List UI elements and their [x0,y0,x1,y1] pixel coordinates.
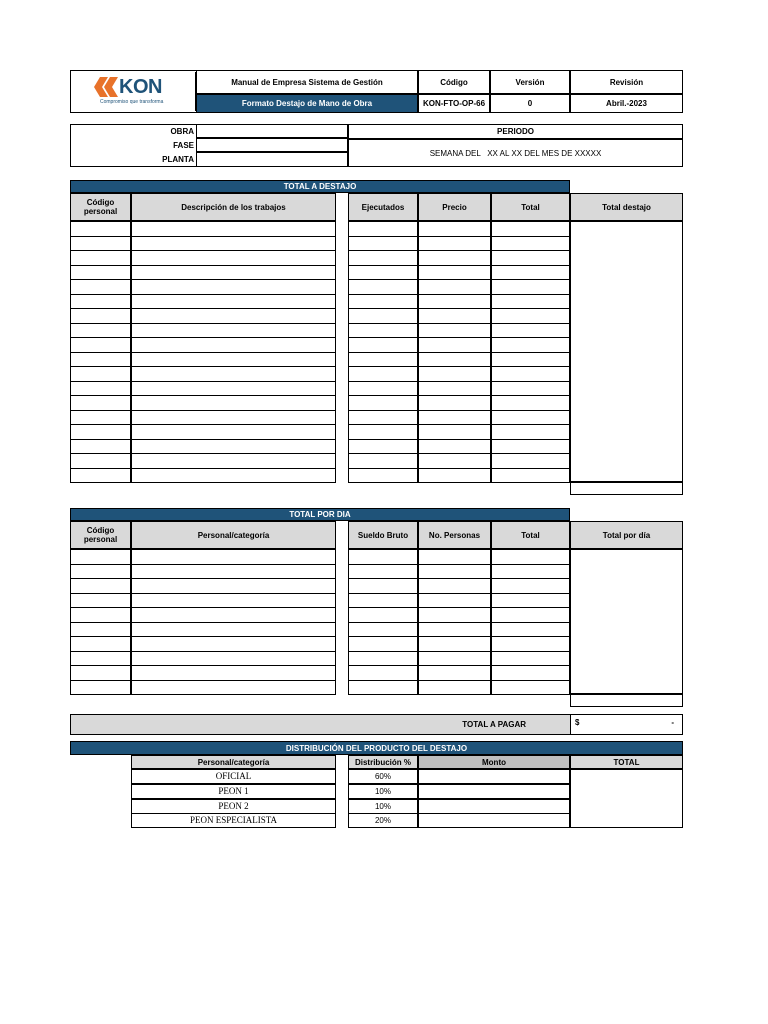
codigo-cell[interactable] [70,651,131,667]
codigo-cell[interactable] [70,424,131,440]
codigo-cell[interactable] [70,680,131,696]
periodo-value[interactable]: SEMANA DEL XX AL XX DEL MES DE XXXXX [348,139,683,167]
col-a-cell[interactable] [348,424,418,440]
logo-wordmark: KON [119,76,162,98]
codigo-cell[interactable] [70,236,131,252]
total-pagar-value-box[interactable] [570,714,683,735]
col-b-cell[interactable] [418,410,491,426]
descripcion-cell[interactable] [131,453,336,469]
revision-label: Revisión [570,70,683,94]
fase-label: FASE [173,140,194,150]
distribucion-title: DISTRIBUCIÓN DEL PRODUCTO DEL DESTAJO [70,741,683,755]
codigo-cell[interactable] [70,665,131,681]
por-dia-col-personal: Personal/categoría [131,521,336,549]
descripcion-cell[interactable] [131,424,336,440]
version-label: Versión [490,70,570,94]
col-c-cell[interactable] [491,265,570,281]
codigo-cell[interactable] [70,250,131,266]
destajo-col-precio: Precio [418,193,491,221]
col-c-cell[interactable] [491,236,570,252]
col-b-cell[interactable] [418,308,491,324]
por-dia-col-codigo: Código personal [70,521,131,549]
distribucion-porcentaje[interactable]: 60% [348,769,418,784]
col-a-cell[interactable] [348,622,418,638]
col-b-cell[interactable] [418,564,491,580]
col-b-cell[interactable] [418,381,491,397]
col-a-cell[interactable] [348,381,418,397]
col-c-cell[interactable] [491,381,570,397]
col-b-cell[interactable] [418,578,491,594]
col-c-cell[interactable] [491,439,570,455]
col-a-cell[interactable] [348,549,418,565]
codigo-cell[interactable] [70,468,131,484]
codigo-cell[interactable] [70,395,131,411]
version-value: 0 [490,94,570,113]
descripcion-cell[interactable] [131,564,336,580]
col-a-cell[interactable] [348,665,418,681]
col-a-cell[interactable] [348,607,418,623]
descripcion-cell[interactable] [131,265,336,281]
descripcion-cell[interactable] [131,236,336,252]
codigo-cell[interactable] [70,410,131,426]
col-a-cell[interactable] [348,453,418,469]
col-c-cell[interactable] [491,651,570,667]
total-pagar-label: TOTAL A PAGAR [462,720,526,729]
descripcion-cell[interactable] [131,337,336,353]
distribucion-monto[interactable] [418,769,570,784]
periodo-label: PERIODO [348,124,683,139]
destajo-col-total-destajo: Total destajo [570,193,683,221]
descripcion-cell[interactable] [131,352,336,368]
col-b-cell[interactable] [418,636,491,652]
codigo-cell[interactable] [70,578,131,594]
destajo-grand-total[interactable] [570,482,683,495]
col-c-cell[interactable] [491,424,570,440]
col-b-cell[interactable] [418,665,491,681]
col-c-cell[interactable] [491,578,570,594]
por-dia-col-total: Total [491,521,570,549]
col-a-cell[interactable] [348,337,418,353]
col-a-cell[interactable] [348,680,418,696]
col-b-cell[interactable] [418,549,491,565]
por-dia-title: TOTAL POR DIA [70,508,570,521]
total-pagar-value: - [671,718,674,727]
codigo-cell[interactable] [70,549,131,565]
col-c-cell[interactable] [491,323,570,339]
codigo-cell[interactable] [70,622,131,638]
codigo-cell[interactable] [70,323,131,339]
col-b-cell[interactable] [418,439,491,455]
codigo-cell[interactable] [70,366,131,382]
codigo-value: KON-FTO-OP-66 [418,94,490,113]
fase-field[interactable] [196,138,348,152]
distribucion-monto[interactable] [418,813,570,828]
descripcion-cell[interactable] [131,250,336,266]
col-a-cell[interactable] [348,323,418,339]
descripcion-cell[interactable] [131,308,336,324]
col-a-cell[interactable] [348,439,418,455]
distribucion-categoria: PEON 1 [131,784,336,799]
distribucion-col-personal: Personal/categoría [131,755,336,769]
distribucion-porcentaje[interactable]: 10% [348,799,418,814]
col-a-cell[interactable] [348,578,418,594]
col-a-cell[interactable] [348,221,418,237]
col-a-cell[interactable] [348,265,418,281]
codigo-cell[interactable] [70,279,131,295]
col-b-cell[interactable] [418,468,491,484]
col-c-cell[interactable] [491,337,570,353]
col-c-cell[interactable] [491,221,570,237]
descripcion-cell[interactable] [131,468,336,484]
col-b-cell[interactable] [418,294,491,310]
currency-symbol: $ [575,718,580,727]
col-a-cell[interactable] [348,468,418,484]
distribucion-categoria: OFICIAL [131,769,336,784]
descripcion-cell[interactable] [131,323,336,339]
col-a-cell[interactable] [348,636,418,652]
col-c-cell[interactable] [491,308,570,324]
col-a-cell[interactable] [348,250,418,266]
col-b-cell[interactable] [418,651,491,667]
col-c-cell[interactable] [491,636,570,652]
col-a-cell[interactable] [348,352,418,368]
col-a-cell[interactable] [348,294,418,310]
col-b-cell[interactable] [418,323,491,339]
col-c-cell[interactable] [491,352,570,368]
manual-title: Manual de Empresa Sistema de Gestión [196,70,418,94]
distribucion-porcentaje[interactable]: 20% [348,813,418,828]
descripcion-cell[interactable] [131,578,336,594]
descripcion-cell[interactable] [131,381,336,397]
codigo-cell[interactable] [70,337,131,353]
col-c-cell[interactable] [491,395,570,411]
col-c-cell[interactable] [491,665,570,681]
distribucion-col-total: TOTAL [570,755,683,769]
codigo-cell[interactable] [70,294,131,310]
descripcion-cell[interactable] [131,665,336,681]
col-c-cell[interactable] [491,622,570,638]
destajo-col-codigo: Código personal [70,193,131,221]
descripcion-cell[interactable] [131,549,336,565]
codigo-cell[interactable] [70,352,131,368]
codigo-cell[interactable] [70,607,131,623]
col-a-cell[interactable] [348,395,418,411]
col-b-cell[interactable] [418,607,491,623]
descripcion-cell[interactable] [131,636,336,652]
col-b-cell[interactable] [418,279,491,295]
codigo-cell[interactable] [70,381,131,397]
codigo-cell[interactable] [70,564,131,580]
format-title: Formato Destajo de Mano de Obra [196,94,418,113]
distribucion-col-monto: Monto [418,755,570,769]
distribucion-col-porcentaje: Distribución % [348,755,418,769]
distribucion-monto[interactable] [418,799,570,814]
planta-field[interactable] [196,152,348,167]
descripcion-cell[interactable] [131,622,336,638]
codigo-cell[interactable] [70,221,131,237]
descripcion-cell[interactable] [131,680,336,696]
col-c-cell[interactable] [491,410,570,426]
company-logo [72,72,196,111]
destajo-col-descripcion: Descripción de los trabajos [131,193,336,221]
col-b-cell[interactable] [418,424,491,440]
codigo-cell[interactable] [70,439,131,455]
col-a-cell[interactable] [348,308,418,324]
col-a-cell[interactable] [348,366,418,382]
distribucion-monto[interactable] [418,784,570,799]
codigo-cell[interactable] [70,453,131,469]
col-a-cell[interactable] [348,236,418,252]
col-c-cell[interactable] [491,279,570,295]
obra-label: OBRA [170,126,194,136]
distribucion-categoria: PEON 2 [131,799,336,814]
col-b-cell[interactable] [418,337,491,353]
descripcion-cell[interactable] [131,294,336,310]
distribucion-categoria: PEON ESPECIALISTA [131,813,336,828]
descripcion-cell[interactable] [131,279,336,295]
col-c-cell[interactable] [491,607,570,623]
col-b-cell[interactable] [418,680,491,696]
col-b-cell[interactable] [418,221,491,237]
destajo-title: TOTAL A DESTAJO [70,180,570,193]
por-dia-total-column[interactable] [570,549,683,694]
col-c-cell[interactable] [491,366,570,382]
codigo-cell[interactable] [70,265,131,281]
col-c-cell[interactable] [491,250,570,266]
descripcion-cell[interactable] [131,395,336,411]
col-b-cell[interactable] [418,250,491,266]
col-a-cell[interactable] [348,651,418,667]
descripcion-cell[interactable] [131,221,336,237]
descripcion-cell[interactable] [131,593,336,609]
planta-label: PLANTA [162,155,194,164]
logo-tagline: Compromiso que transforma [100,99,164,105]
revision-value: Abril.-2023 [570,94,683,113]
col-a-cell[interactable] [348,410,418,426]
por-dia-grand-total[interactable] [570,694,683,707]
col-c-cell[interactable] [491,453,570,469]
codigo-cell[interactable] [70,636,131,652]
col-b-cell[interactable] [418,395,491,411]
por-dia-col-personas: No. Personas [418,521,491,549]
col-a-cell[interactable] [348,564,418,580]
codigo-cell[interactable] [70,593,131,609]
codigo-label: Código [418,70,490,94]
descripcion-cell[interactable] [131,439,336,455]
col-c-cell[interactable] [491,564,570,580]
descripcion-cell[interactable] [131,651,336,667]
col-c-cell[interactable] [491,549,570,565]
descripcion-cell[interactable] [131,366,336,382]
destajo-total-column[interactable] [570,221,683,482]
col-c-cell[interactable] [491,680,570,696]
col-c-cell[interactable] [491,593,570,609]
descripcion-cell[interactable] [131,410,336,426]
col-b-cell[interactable] [418,265,491,281]
col-a-cell[interactable] [348,279,418,295]
destajo-col-total: Total [491,193,570,221]
codigo-cell[interactable] [70,308,131,324]
col-a-cell[interactable] [348,593,418,609]
col-b-cell[interactable] [418,352,491,368]
destajo-col-ejecutados: Ejecutados [348,193,418,221]
col-b-cell[interactable] [418,622,491,638]
distribucion-total-cell[interactable] [570,769,683,828]
por-dia-col-total-dia: Total por día [570,521,683,549]
col-b-cell[interactable] [418,593,491,609]
col-b-cell[interactable] [418,236,491,252]
distribucion-porcentaje[interactable]: 10% [348,784,418,799]
por-dia-col-sueldo: Sueldo Bruto [348,521,418,549]
col-c-cell[interactable] [491,468,570,484]
col-c-cell[interactable] [491,294,570,310]
col-b-cell[interactable] [418,366,491,382]
obra-field[interactable] [196,124,348,138]
col-b-cell[interactable] [418,453,491,469]
descripcion-cell[interactable] [131,607,336,623]
